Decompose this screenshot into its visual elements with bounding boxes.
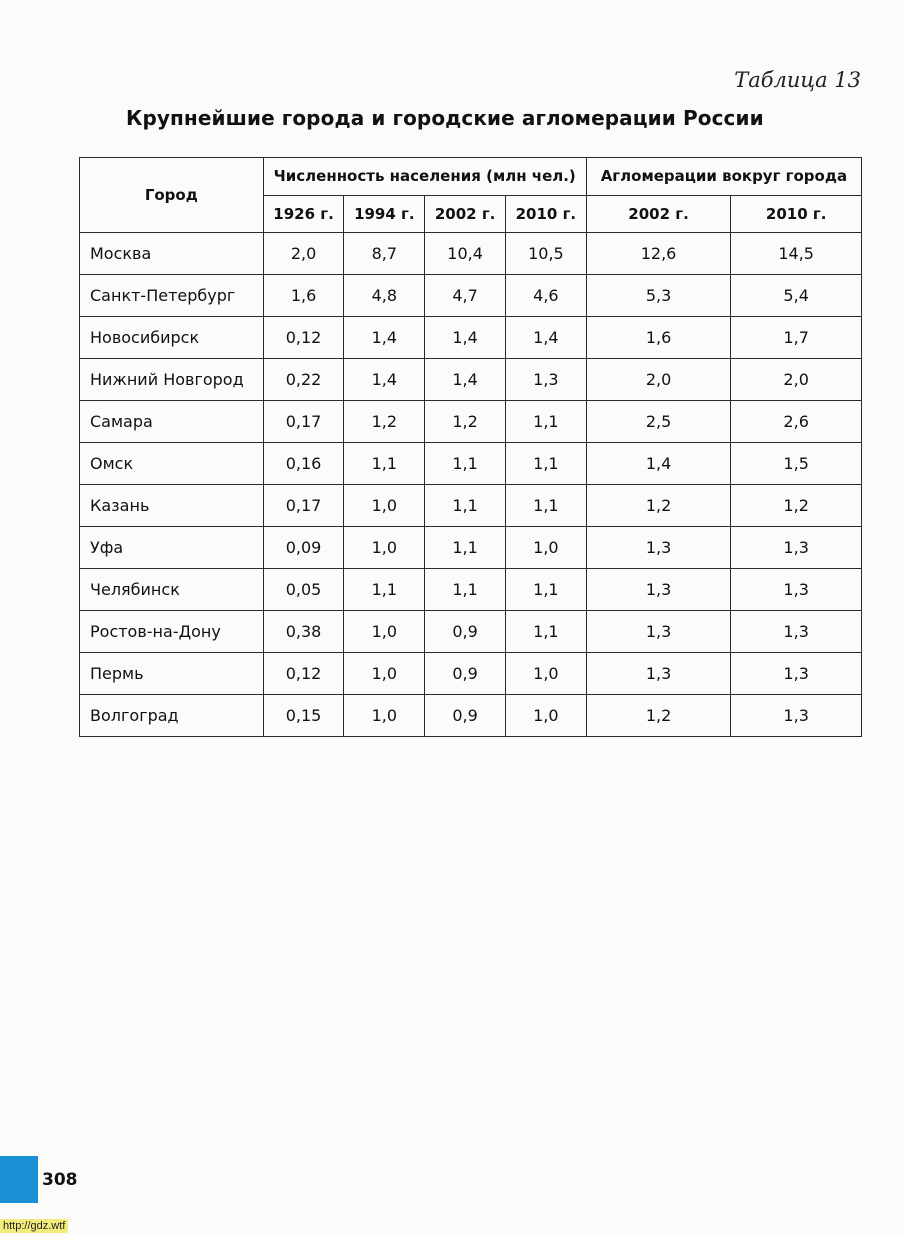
population-cell: 4,6	[506, 275, 587, 317]
table-row	[80, 653, 862, 695]
population-cell: 0,09	[263, 527, 344, 569]
population-cell: 0,12	[263, 653, 344, 695]
population-cell: 1,2	[344, 401, 425, 443]
population-cell: 1,4	[344, 317, 425, 359]
population-cell: 1,0	[344, 527, 425, 569]
city-name-cell: Новосибирск	[80, 317, 264, 359]
population-cell: 1,1	[425, 485, 506, 527]
population-cell: 1,4	[506, 317, 587, 359]
population-cell: 1,0	[344, 653, 425, 695]
city-name-cell: Челябинск	[80, 569, 264, 611]
header-population-group: Численность населения (млн чел.)	[263, 158, 586, 196]
population-cell: 2,0	[263, 233, 344, 275]
header-year: 2010 г.	[506, 195, 587, 233]
agglomeration-cell: 2,5	[586, 401, 731, 443]
agglomeration-cell: 1,2	[731, 485, 862, 527]
agglomeration-cell: 1,3	[586, 653, 731, 695]
population-cell: 0,12	[263, 317, 344, 359]
table-row	[80, 695, 862, 737]
agglomeration-cell: 1,3	[586, 527, 731, 569]
population-cell: 1,0	[506, 695, 587, 737]
agglomeration-cell: 1,5	[731, 443, 862, 485]
page-color-tab	[0, 1156, 38, 1203]
population-cell: 0,17	[263, 485, 344, 527]
population-cell: 1,1	[344, 569, 425, 611]
population-cell: 1,0	[506, 527, 587, 569]
population-cell: 1,1	[425, 443, 506, 485]
city-name-cell: Уфа	[80, 527, 264, 569]
agglomeration-cell: 14,5	[731, 233, 862, 275]
table-header-row-1	[80, 158, 862, 196]
population-cell: 0,16	[263, 443, 344, 485]
table-row	[80, 275, 862, 317]
city-name-cell: Омск	[80, 443, 264, 485]
population-cell: 1,0	[344, 611, 425, 653]
agglomeration-cell: 1,7	[731, 317, 862, 359]
table-number-label: Таблица 13	[734, 68, 861, 92]
city-name-cell: Москва	[80, 233, 264, 275]
table-row	[80, 401, 862, 443]
population-cell: 1,1	[506, 443, 587, 485]
city-name-cell: Санкт-Петербург	[80, 275, 264, 317]
agglomeration-cell: 1,3	[731, 653, 862, 695]
header-year: 2010 г.	[731, 195, 862, 233]
table-row	[80, 233, 862, 275]
population-cell: 1,4	[344, 359, 425, 401]
population-cell: 1,0	[344, 485, 425, 527]
agglomeration-cell: 1,2	[586, 695, 731, 737]
header-agglomeration-group: Агломерации вокруг города	[586, 158, 861, 196]
population-cell: 1,4	[425, 317, 506, 359]
watermark-link[interactable]: http://gdz.wtf	[0, 1219, 68, 1233]
agglomeration-cell: 1,3	[731, 611, 862, 653]
population-cell: 8,7	[344, 233, 425, 275]
agglomeration-cell: 1,6	[586, 317, 731, 359]
table-row	[80, 359, 862, 401]
population-cell: 1,1	[425, 527, 506, 569]
table-row	[80, 527, 862, 569]
population-cell: 1,3	[506, 359, 587, 401]
population-cell: 1,6	[263, 275, 344, 317]
population-cell: 1,0	[506, 653, 587, 695]
population-cell: 0,22	[263, 359, 344, 401]
population-cell: 0,9	[425, 653, 506, 695]
table-row	[80, 611, 862, 653]
agglomeration-cell: 2,0	[586, 359, 731, 401]
population-cell: 1,0	[344, 695, 425, 737]
population-cell: 4,8	[344, 275, 425, 317]
population-cell: 1,1	[344, 443, 425, 485]
agglomeration-cell: 1,3	[731, 569, 862, 611]
population-cell: 10,5	[506, 233, 587, 275]
page-title: Крупнейшие города и городские агломерации России	[126, 106, 764, 130]
city-name-cell: Ростов-на-Дону	[80, 611, 264, 653]
agglomeration-cell: 1,2	[586, 485, 731, 527]
agglomeration-cell: 2,0	[731, 359, 862, 401]
population-cell: 1,1	[506, 485, 587, 527]
agglomeration-cell: 2,6	[731, 401, 862, 443]
agglomeration-cell: 1,3	[586, 611, 731, 653]
agglomeration-cell: 1,3	[586, 569, 731, 611]
population-cell: 1,1	[425, 569, 506, 611]
header-year: 1926 г.	[263, 195, 344, 233]
population-cell: 1,1	[506, 569, 587, 611]
population-cell: 1,1	[506, 611, 587, 653]
population-cell: 0,05	[263, 569, 344, 611]
table-row	[80, 569, 862, 611]
agglomeration-cell: 5,3	[586, 275, 731, 317]
population-cell: 0,15	[263, 695, 344, 737]
population-cell: 10,4	[425, 233, 506, 275]
table-row	[80, 443, 862, 485]
population-cell: 0,38	[263, 611, 344, 653]
header-city: Город	[80, 158, 264, 233]
population-cell: 0,9	[425, 611, 506, 653]
header-year: 2002 г.	[425, 195, 506, 233]
table-body	[80, 233, 862, 737]
population-cell: 1,4	[425, 359, 506, 401]
population-cell: 1,1	[506, 401, 587, 443]
agglomeration-cell: 1,3	[731, 695, 862, 737]
population-cell: 4,7	[425, 275, 506, 317]
page-number: 308	[42, 1170, 78, 1190]
table-row	[80, 317, 862, 359]
header-year: 1994 г.	[344, 195, 425, 233]
agglomeration-cell: 12,6	[586, 233, 731, 275]
city-name-cell: Пермь	[80, 653, 264, 695]
city-name-cell: Самара	[80, 401, 264, 443]
city-name-cell: Нижний Новгород	[80, 359, 264, 401]
agglomeration-cell: 5,4	[731, 275, 862, 317]
city-name-cell: Волгоград	[80, 695, 264, 737]
agglomeration-cell: 1,4	[586, 443, 731, 485]
population-cell: 0,17	[263, 401, 344, 443]
population-cell: 0,9	[425, 695, 506, 737]
population-cell: 1,2	[425, 401, 506, 443]
city-name-cell: Казань	[80, 485, 264, 527]
table-row	[80, 485, 862, 527]
population-table	[79, 157, 862, 737]
header-year: 2002 г.	[586, 195, 731, 233]
agglomeration-cell: 1,3	[731, 527, 862, 569]
